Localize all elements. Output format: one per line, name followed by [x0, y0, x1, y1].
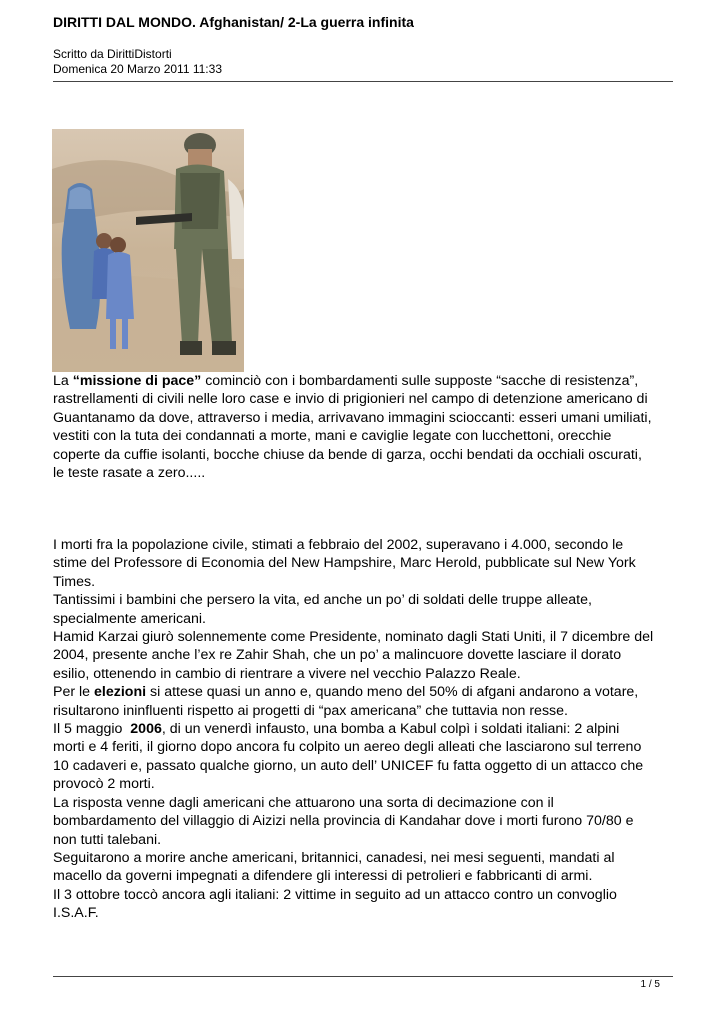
intro-line-5: coperte da cuffie isolanti, bocche chiuse da bende di garza, occhi bendati da occhiali oscurati,: [53, 446, 642, 463]
text-line: Seguitarono a morire anche americani, britannici, canadesi, nei mesi seguenti, mandati al: [53, 849, 615, 866]
intro-paragraph: [53, 372, 681, 482]
text-line: provocò 2 morti.: [53, 776, 155, 793]
text-line: I.S.A.F.: [53, 905, 99, 922]
bold-phrase: 2006: [130, 721, 162, 738]
text-line: 2004, presente anche l’ex re Zahir Shah, che un po’ a malincuore dovette lasciare il dorato: [53, 647, 622, 664]
date-line: Domenica 20 Marzo 2011 11:33: [53, 62, 222, 76]
text-line: Il 3 ottobre toccò ancora agli italiani: 2 vittime in seguito ad un attacco contro un convoglio: [53, 886, 617, 903]
soldier-and-children-photo: [52, 129, 244, 372]
intro-line-2: rastrellamenti di civili nelle loro case e invio di prigionieri nel campo di detenzione americano di: [53, 391, 648, 408]
text-line: La risposta venne dagli americani che attuarono una sorta di decimazione con il: [53, 794, 554, 811]
page-title: DIRITTI DAL MONDO. Afghanistan/ 2-La guerra infinita: [53, 14, 414, 30]
article-body: [53, 536, 681, 923]
intro-line-1: La “missione di pace” cominciò con i bombardamenti sulle supposte “sacche di resistenza”,: [53, 373, 639, 389]
text-line: Per le elezioni si attese quasi un anno e, quando meno del 50% di afgani andarono a votare,: [53, 684, 639, 701]
text-line: Times.: [53, 573, 96, 590]
page-number: 1 / 5: [640, 979, 660, 990]
text-line: morti e 4 feriti, il giorno dopo ancora fu colpito un aereo degli alleati che lasciarono sul terreno: [53, 739, 642, 756]
text-line: Hamid Karzai giurò solennemente come Presidente, nominato dagli Stati Uniti, il 7 dicembre del: [53, 629, 654, 646]
text-line: macello da governi impegnati a difendere gli interessi di petrolieri e fabbricanti di armi.: [53, 868, 593, 885]
text-line: 10 cadaveri e, passato qualche giorno, un auto dell’ UNICEF fu fatta oggetto di un attacco che: [53, 757, 644, 774]
author-line: Scritto da DirittiDistorti: [53, 47, 172, 61]
text-line: specialmente americani.: [53, 610, 206, 627]
intro-line-6: le teste rasate a zero.....: [53, 465, 206, 482]
text-line: bombardamento del villaggio di Aizizi nella provincia di Kandahar dove i morti furono 70/80 e: [53, 813, 634, 830]
bold-phrase: “missione di pace”: [72, 373, 202, 389]
text-line: risultarono ininfluenti rispetto ai progetti di “pax americana” che tuttavia non resse.: [53, 702, 568, 719]
text-line: esilio, ottenendo in cambio di rientrare a vivere nel vecchio Palazzo Reale.: [53, 665, 521, 682]
text-line: stime del Professore di Economia del New Hampshire, Marc Herold, pubblicate sul New York: [53, 555, 636, 572]
footer-rule: [53, 976, 673, 977]
text-line: Il 5 maggio 2006, di un venerdì infausto, una bomba a Kabul colpì i soldati italiani: 2 alpini: [53, 721, 620, 738]
header-rule: [53, 81, 673, 82]
text-line: Tantissimi i bambini che persero la vita, ed anche un po’ di soldati delle truppe alleate,: [53, 592, 592, 609]
intro-line-4: vestiti con la tuta dei condannati a morte, mani e caviglie legate con lucchettoni, orecchie: [53, 428, 612, 445]
intro-line-3: Guantanamo da dove, attraverso i media, arrivavano immagini scioccanti: esseri umani umiliati,: [53, 409, 652, 426]
text-line: I morti fra la popolazione civile, stimati a febbraio del 2002, superavano i 4.000, secondo le: [53, 537, 624, 553]
text-line: non tutti talebani.: [53, 831, 162, 848]
bold-phrase: elezioni: [94, 684, 147, 701]
